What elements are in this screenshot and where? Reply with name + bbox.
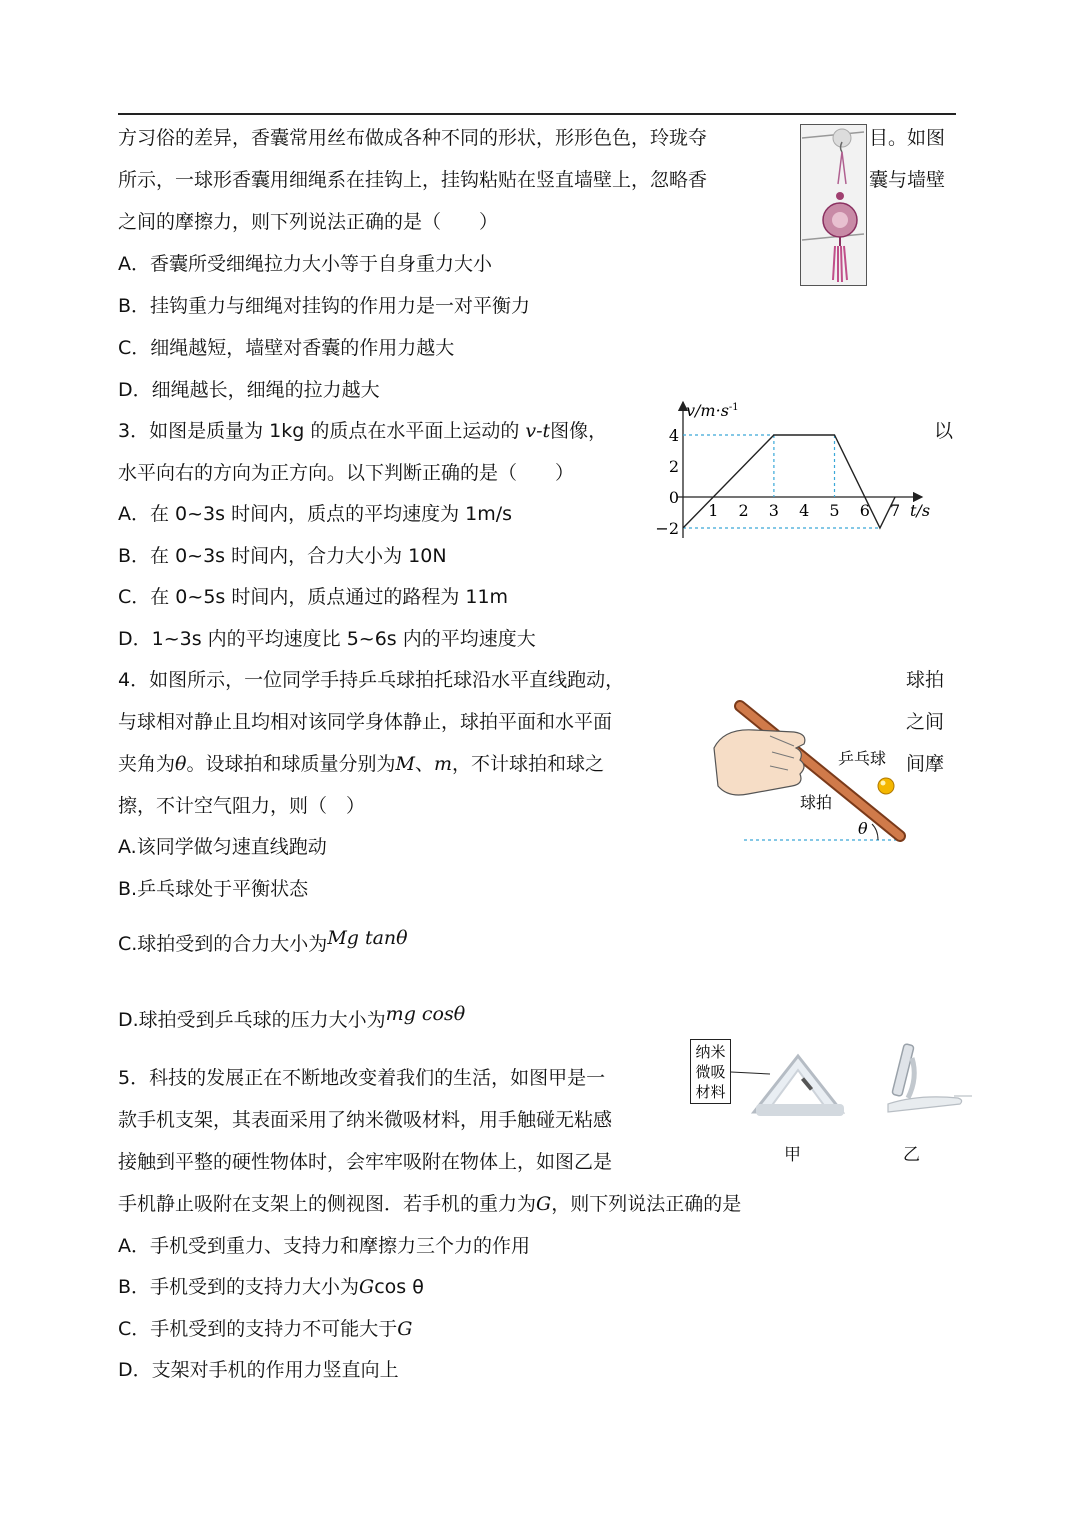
ping-pong-ball: [878, 778, 894, 794]
q2-option-a: A．香囊所受细绳拉力大小等于自身重力大小: [118, 253, 492, 275]
material-label-line3: 材料: [695, 1083, 726, 1101]
q5-option-a: A．手机受到重力、支持力和摩擦力三个力的作用: [118, 1235, 530, 1257]
q4-line3: 夹角为θ。设球拍和球质量分别为M、m，不计球拍和球之: [118, 753, 605, 775]
q3-line1-tail: 以: [934, 420, 954, 442]
sachet-photo: [800, 124, 867, 286]
q3-option-d: D．1~3s 内的平均速度比 5~6s 内的平均速度大: [118, 628, 536, 650]
q2-line1-tail: 目。如图: [869, 127, 946, 149]
t-tick-label: 7: [890, 501, 901, 520]
v-axis-label: $v/m\cdot s^{-1}$: [686, 401, 739, 420]
q5-option-b: B．手机受到的支持力大小为Gcos θ: [118, 1276, 424, 1298]
q2-line1: 方习俗的差异，香囊常用丝布做成各种不同的形状，形形色色，玲珑夺: [118, 127, 708, 149]
header-rule: [118, 113, 956, 115]
paddle-label: 球拍: [800, 793, 833, 812]
t-tick-label: 4: [799, 501, 810, 520]
q4-line3-tail: 间摩: [906, 753, 945, 775]
v-tick-label: 0: [668, 488, 679, 507]
q3-option-a: A．在 0~3s 时间内，质点的平均速度为 1m/s: [118, 503, 513, 525]
q5-line1: 5．科技的发展正在不断地改变着我们的生活，如图甲是一: [118, 1067, 606, 1089]
caption-yi: 乙: [903, 1145, 920, 1165]
q3-option-c: C．在 0~5s 时间内，质点通过的路程为 11m: [118, 586, 509, 608]
q5-line2: 款手机支架，其表面采用了纳米微吸材料，用手触碰无粘感: [118, 1109, 613, 1131]
q5-option-c: C．手机受到的支持力不可能大于G: [118, 1318, 413, 1340]
material-label-line1: 纳米: [695, 1043, 726, 1061]
material-label-line2: 微吸: [695, 1063, 726, 1081]
t-tick-label: 2: [738, 501, 749, 520]
t-tick-label: 1: [708, 501, 719, 520]
hand: [714, 730, 805, 795]
q4-line2-tail: 之间: [906, 711, 945, 733]
phone-holder-figures: [690, 1038, 972, 1122]
q4-line1-tail: 球拍: [906, 669, 945, 691]
holder-yi: [888, 1044, 972, 1112]
paddle-figure: [710, 696, 910, 846]
q2-option-c: C．细绳越短，墙壁对香囊的作用力越大: [118, 337, 455, 359]
q5-line3: 接触到平整的硬性物体时，会牢牢吸附在物体上，如图乙是: [118, 1151, 613, 1173]
q2-line2-tail: 囊与墙壁: [869, 169, 946, 191]
t-tick-label: 5: [829, 501, 840, 520]
t-axis-label: t/s: [910, 501, 931, 520]
q4-line4: 擦，不计空气阻力，则（ ）: [118, 795, 366, 817]
theta-label: θ: [858, 819, 868, 838]
vt-graph: [652, 398, 942, 546]
q2-option-b: B．挂钩重力与细绳对挂钩的作用力是一对平衡力: [118, 295, 531, 317]
q5-option-d: D．支架对手机的作用力竖直向上: [118, 1359, 399, 1381]
q4-line2: 与球相对静止且均相对该同学身体静止，球拍平面和水平面: [118, 711, 613, 733]
q2-line3: 之间的摩擦力，则下列说法正确的是（ ）: [118, 211, 499, 233]
q3-line2: 水平向右的方向为正方向。以下判断正确的是（ ）: [118, 462, 575, 484]
holder-jia: [754, 1056, 844, 1116]
q2-option-d: D．细绳越长，细绳的拉力越大: [118, 379, 380, 401]
ball-label: 乒乓球: [838, 749, 887, 768]
v-tick-label: 4: [668, 426, 679, 445]
q3-option-b: B．在 0~3s 时间内，合力大小为 10N: [118, 545, 447, 567]
q3-line1: 3．如图是质量为 1kg 的质点在水平面上运动的 v-t图像，: [118, 420, 608, 442]
q4-line1: 4．如图所示，一位同学手持乒乓球拍托球沿水平直线跑动，: [118, 669, 625, 691]
v-tick-label: −2: [655, 519, 679, 538]
v-tick-label: 2: [668, 457, 679, 476]
q4-option-b: B.乒乓球处于平衡状态: [118, 878, 309, 900]
t-tick-label: 6: [859, 501, 870, 520]
t-tick-label: 3: [768, 501, 779, 520]
q2-line2: 所示，一球形香囊用细绳系在挂钩上，挂钩粘贴在竖直墙壁上，忽略香: [118, 169, 708, 191]
q5-line4: 手机静止吸附在支架上的侧视图．若手机的重力为G，则下列说法正确的是: [118, 1193, 742, 1215]
q4-option-c: C.球拍受到的合力大小为Mg tanθ: [118, 927, 408, 955]
q4-option-a: A.该同学做匀速直线跑动: [118, 836, 327, 858]
q4-option-d: D.球拍受到乒乓球的压力大小为mg cosθ: [118, 1003, 466, 1031]
caption-jia: 甲: [784, 1145, 801, 1165]
